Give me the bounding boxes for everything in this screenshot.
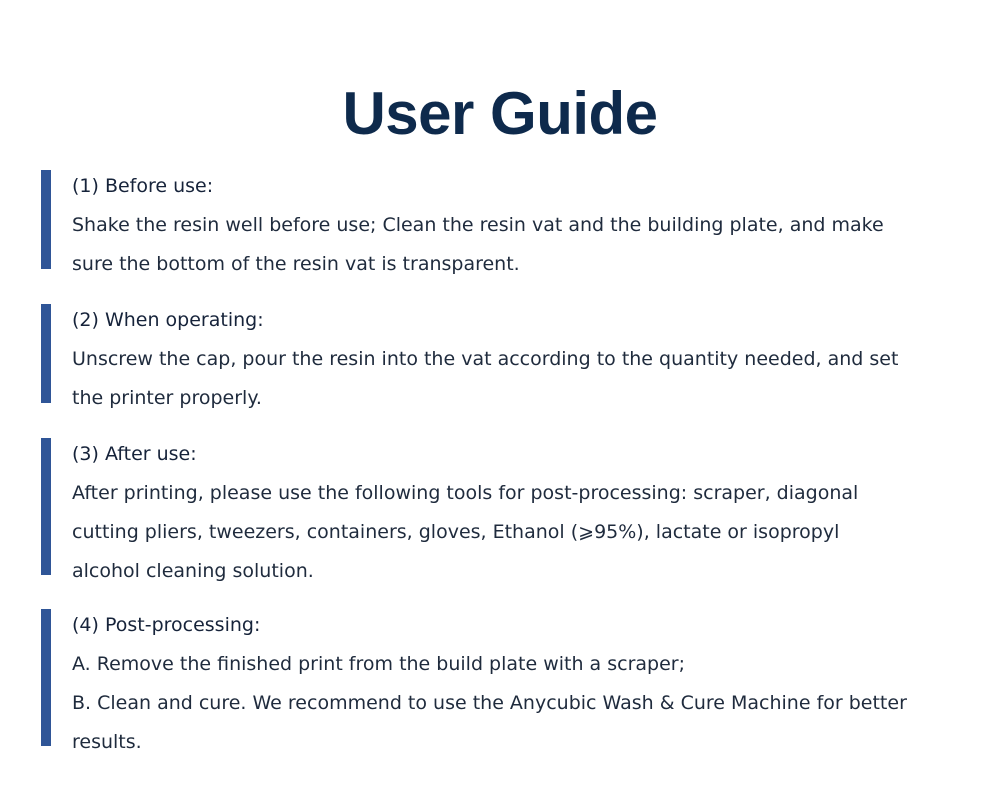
section-text-line: Shake the resin well before use; Clean the resin vat and the building plate, and make	[72, 214, 884, 236]
section-text-line: sure the bottom of the resin vat is transparent.	[72, 253, 520, 275]
accent-bar	[41, 170, 51, 269]
section-content	[72, 301, 972, 418]
section-text-line: cutting pliers, tweezers, containers, gloves, Ethanol (⩾95%), lactate or isopropyl	[72, 521, 840, 543]
section-heading: (1) Before use:	[72, 175, 214, 197]
section-text-line: A. Remove the finished print from the build plate with a scraper;	[72, 653, 686, 675]
section-before-use	[41, 170, 971, 275]
section-after-use	[41, 438, 971, 582]
section-text-line: After printing, please use the following tools for post-processing: scraper, diagonal	[72, 482, 859, 504]
page-title: User Guide	[342, 80, 658, 147]
section-text-line: B. Clean and cure. We recommend to use the Anycubic Wash & Cure Machine for better	[72, 692, 907, 714]
accent-bar	[41, 304, 51, 403]
section-heading: (4) Post-processing:	[72, 614, 261, 636]
section-post-processing	[41, 609, 971, 753]
section-content	[72, 435, 972, 591]
section-text-line: Unscrew the cap, pour the resin into the vat according to the quantity needed, and set	[72, 348, 899, 370]
section-heading: (3) After use:	[72, 443, 197, 465]
section-heading: (2) When operating:	[72, 309, 264, 331]
section-text-line: results.	[72, 731, 142, 753]
section-content	[72, 167, 972, 284]
section-content	[72, 606, 972, 762]
section-text-line: the printer properly.	[72, 387, 262, 409]
accent-bar	[41, 438, 51, 575]
section-text-line: alcohol cleaning solution.	[72, 560, 314, 582]
accent-bar	[41, 609, 51, 746]
section-when-operating	[41, 304, 971, 409]
